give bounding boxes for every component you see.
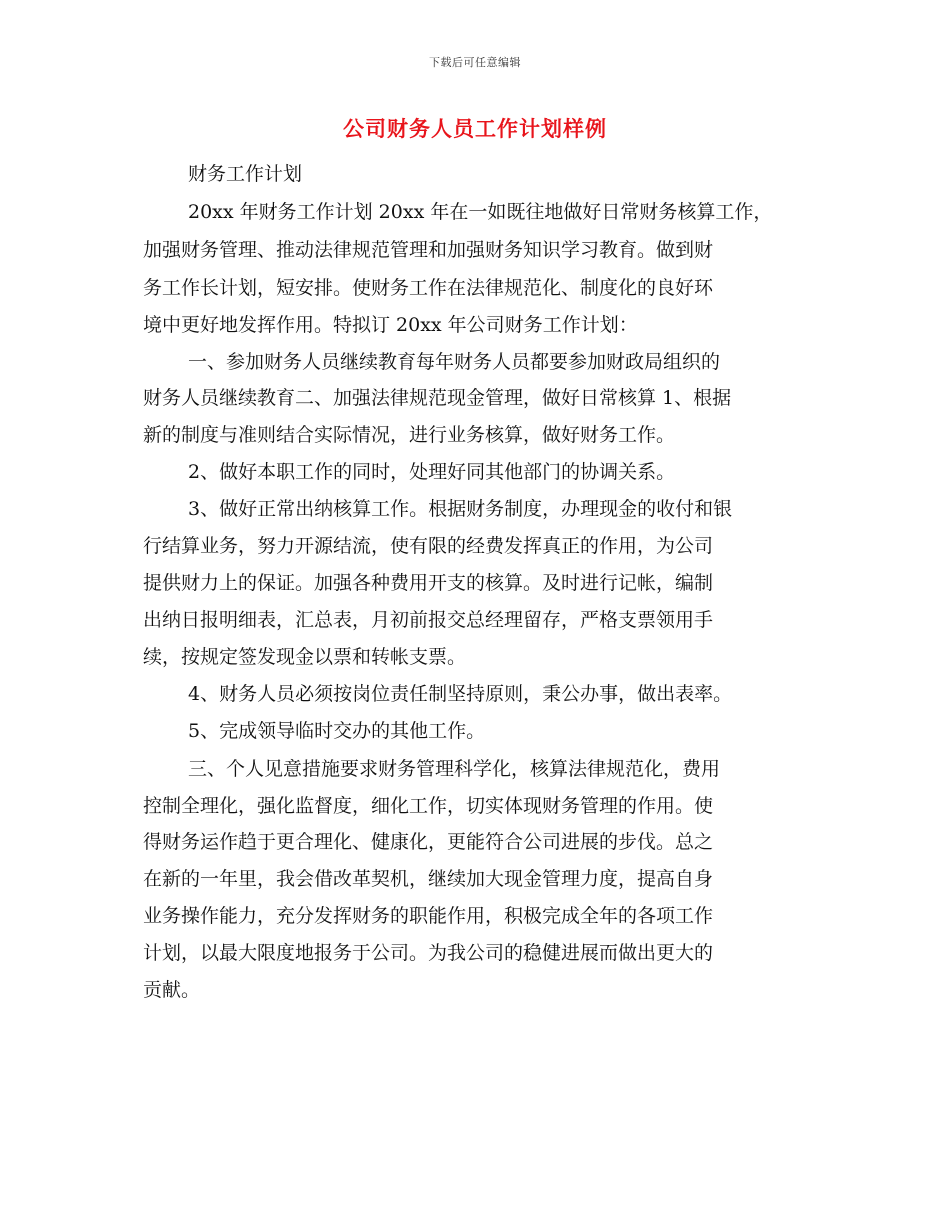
body-line: 续，按规定签发现金以票和转帐支票。 xyxy=(143,646,467,668)
body-line: 出纳日报明细表，汇总表，月初前报交总经理留存，严格支票领用手 xyxy=(143,609,714,631)
body-line: 务工作长计划，短安排。使财务工作在法律规范化、制度化的良好环 xyxy=(143,277,714,299)
body-line: 计划，以最大限度地报务于公司。为我公司的稳健进展而做出更大的 xyxy=(143,942,714,964)
body-line: 20xx 年财务工作计划 20xx 年在一如既往地做好日常财务核算工作， xyxy=(188,201,773,223)
body-line: 贡献。 xyxy=(143,979,201,1001)
body-line: 提供财力上的保证。加强各种费用开支的核算。及时进行记帐，编制 xyxy=(143,572,714,594)
body-line: 境中更好地发挥作用。特拟订 20xx 年公司财务工作计划： xyxy=(143,314,638,336)
body-line: 加强财务管理、推动法律规范管理和加强财务知识学习教育。做到财 xyxy=(143,239,714,261)
body-line: 一、参加财务人员继续教育每年财务人员都要参加财政局组织的 xyxy=(188,351,721,373)
document-title: 公司财务人员工作计划样例 xyxy=(343,116,607,141)
body-line: 控制全理化，强化监督度，细化工作，切实体现财务管理的作用。使 xyxy=(143,795,714,817)
body-line: 行结算业务，努力开源结流，使有限的经费发挥真正的作用，为公司 xyxy=(143,535,714,557)
body-line: 3、做好正常出纳核算工作。根据财务制度，办理现金的收付和银 xyxy=(188,498,733,520)
body-line: 4、财务人员必须按岗位责任制坚持原则，秉公办事，做出表率。 xyxy=(188,683,733,705)
body-line: 财务人员继续教育二、加强法律规范现金管理，做好日常核算 1、根据 xyxy=(143,387,732,409)
body-line: 在新的一年里，我会借改革契机，继续加大现金管理力度，提高自身 xyxy=(143,868,714,890)
page-header: 下载后可任意编辑 xyxy=(429,56,521,69)
body-line: 5、完成领导临时交办的其他工作。 xyxy=(188,720,486,742)
body-line: 新的制度与准则结合实际情况，进行业务核算，做好财务工作。 xyxy=(143,424,676,446)
body-line: 得财务运作趋于更合理化、健康化，更能符合公司进展的步伐。总之 xyxy=(143,831,714,853)
body-line: 业务操作能力，充分发挥财务的职能作用，积极完成全年的各项工作 xyxy=(143,905,714,927)
body-line: 三、个人见意措施要求财务管理科学化，核算法律规范化，费用 xyxy=(188,758,721,780)
body-line: 2、做好本职工作的同时，处理好同其他部门的协调关系。 xyxy=(188,461,676,483)
body-line: 财务工作计划 xyxy=(188,163,303,185)
